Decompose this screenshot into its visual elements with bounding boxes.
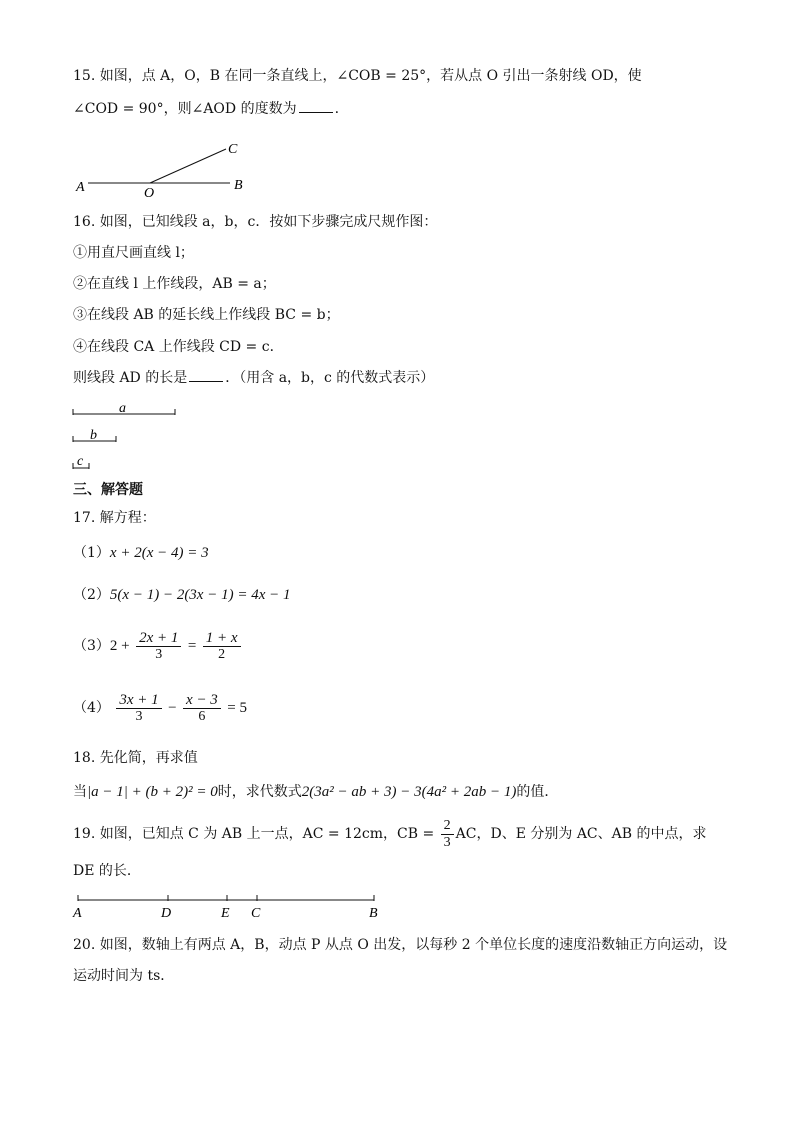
q16-question [73,368,434,388]
q15-line-2 [73,99,339,119]
ray-oc [150,149,226,183]
q17-eq-4-number: （4） [73,700,110,716]
q17-eq-3-number: （3） [73,638,110,654]
q17-eq-3-lead: 2 + [109,638,130,654]
fraction-numerator: 2x + 1 [136,630,181,647]
q16-step-4: ④在线段 CA 上作线段 CD = c． [73,339,284,355]
point-label-a: A [73,906,82,921]
q19-segment-figure [70,890,390,924]
q16-step-1: ①用直尺画直线 l； [73,245,194,261]
q19-line-1-text: 19. 如图，已知点 C 为 AB 上一点，AC = 12cm，CB = [73,826,435,842]
segment-label-b: b [90,428,97,443]
q18-title: 18. 先化简，再求值 [73,750,198,766]
fraction-denominator: 3 [135,708,143,724]
point-label-c: C [251,906,261,921]
fraction-denominator: 2 [218,646,226,662]
point-label-c: C [228,142,238,157]
q17-eq-4 [73,688,247,728]
q18-body-pre: 当 [73,784,87,800]
q17-eq-3 [73,626,243,666]
q15-line-1: 15. 如图，点 A，O，B 在同一条直线上，∠COB = 25°，若从点 O 引出一条射线 OD，使 [73,68,642,84]
q16-segments-figure [70,398,190,473]
fraction-numerator: 2 [441,818,454,835]
segment-label-c: c [77,454,84,469]
answer-blank [299,100,333,113]
point-label-b: B [369,906,378,921]
point-label-a: A [76,180,85,195]
q17-eq-1-expr: x + 2(x − 4) = 3 [109,545,209,561]
section-title: 三、解答题 [73,482,143,498]
q17-title: 17. 解方程： [73,510,156,526]
q17-eq-1 [73,543,209,563]
fraction-numerator: 1 + x [203,630,241,647]
point-label-b: B [234,178,243,193]
q17-eq-3-fraction-1 [136,630,181,663]
q17-eq-4-minus: − [168,700,177,716]
q16-question-hint: ．（用含 a，b，c 的代数式表示） [225,370,435,386]
q18-body [73,782,558,802]
q17-eq-2-number: （2） [73,587,110,603]
q18-body-mid: 时，求代数式 [217,784,302,800]
q17-eq-4-fraction-1 [116,692,161,725]
q18-expression: 2(3a² − ab + 3) − 3(4a² + 2ab − 1) [301,784,517,800]
point-label-o: O [144,186,155,200]
q17-eq-3-fraction-2 [203,630,241,663]
fraction-denominator: 3 [443,834,451,850]
q15-angle-figure [70,135,270,200]
q18-body-post: 的值． [516,784,559,800]
q17-eq-1-number: （1） [73,545,110,561]
q16-step-2: ②在直线 l 上作线段，AB = a； [73,276,276,292]
q17-eq-3-equals: = [187,638,197,654]
fraction-denominator: 6 [198,708,206,724]
answer-blank [189,369,223,382]
q19-fraction [441,818,454,851]
q17-eq-2-expr: 5(x − 1) − 2(3x − 1) = 4x − 1 [109,587,291,603]
q15-line-2-text: ∠COD = 90°，则∠AOD 的度数为 [73,101,297,117]
point-label-d: D [161,906,172,921]
q18-condition: |a − 1| + (b + 2)² = 0 [87,784,218,800]
q20-line-1: 20. 如图，数轴上有两点 A，B，动点 P 从点 O 出发，以每秒 2 个单位长度的速度沿数轴正方向运动，设 [73,937,728,953]
point-label-e: E [221,906,230,921]
q17-eq-4-fraction-2 [183,692,221,725]
q15-line-2-end: . [334,101,340,117]
q17-eq-4-rhs: = 5 [227,700,247,716]
segment-label-a: a [119,401,126,416]
q16-step-3: ③在线段 AB 的延长线上作线段 BC = b； [73,307,340,323]
q19-line-1-end: AC，D、E 分别为 AC、AB 的中点，求 [455,826,707,842]
q20-line-2: 运动时间为 ts． [73,968,175,984]
q19-line-1 [73,814,707,854]
q19-line-2: DE 的长． [73,863,141,879]
fraction-denominator: 3 [155,646,163,662]
q16-question-text: 则线段 AD 的长是 [73,370,188,386]
fraction-numerator: x − 3 [183,692,221,709]
q17-eq-2 [73,585,291,605]
q16-intro: 16. 如图，已知线段 a，b，c．按如下步骤完成尺规作图： [73,214,438,230]
fraction-numerator: 3x + 1 [116,692,161,709]
